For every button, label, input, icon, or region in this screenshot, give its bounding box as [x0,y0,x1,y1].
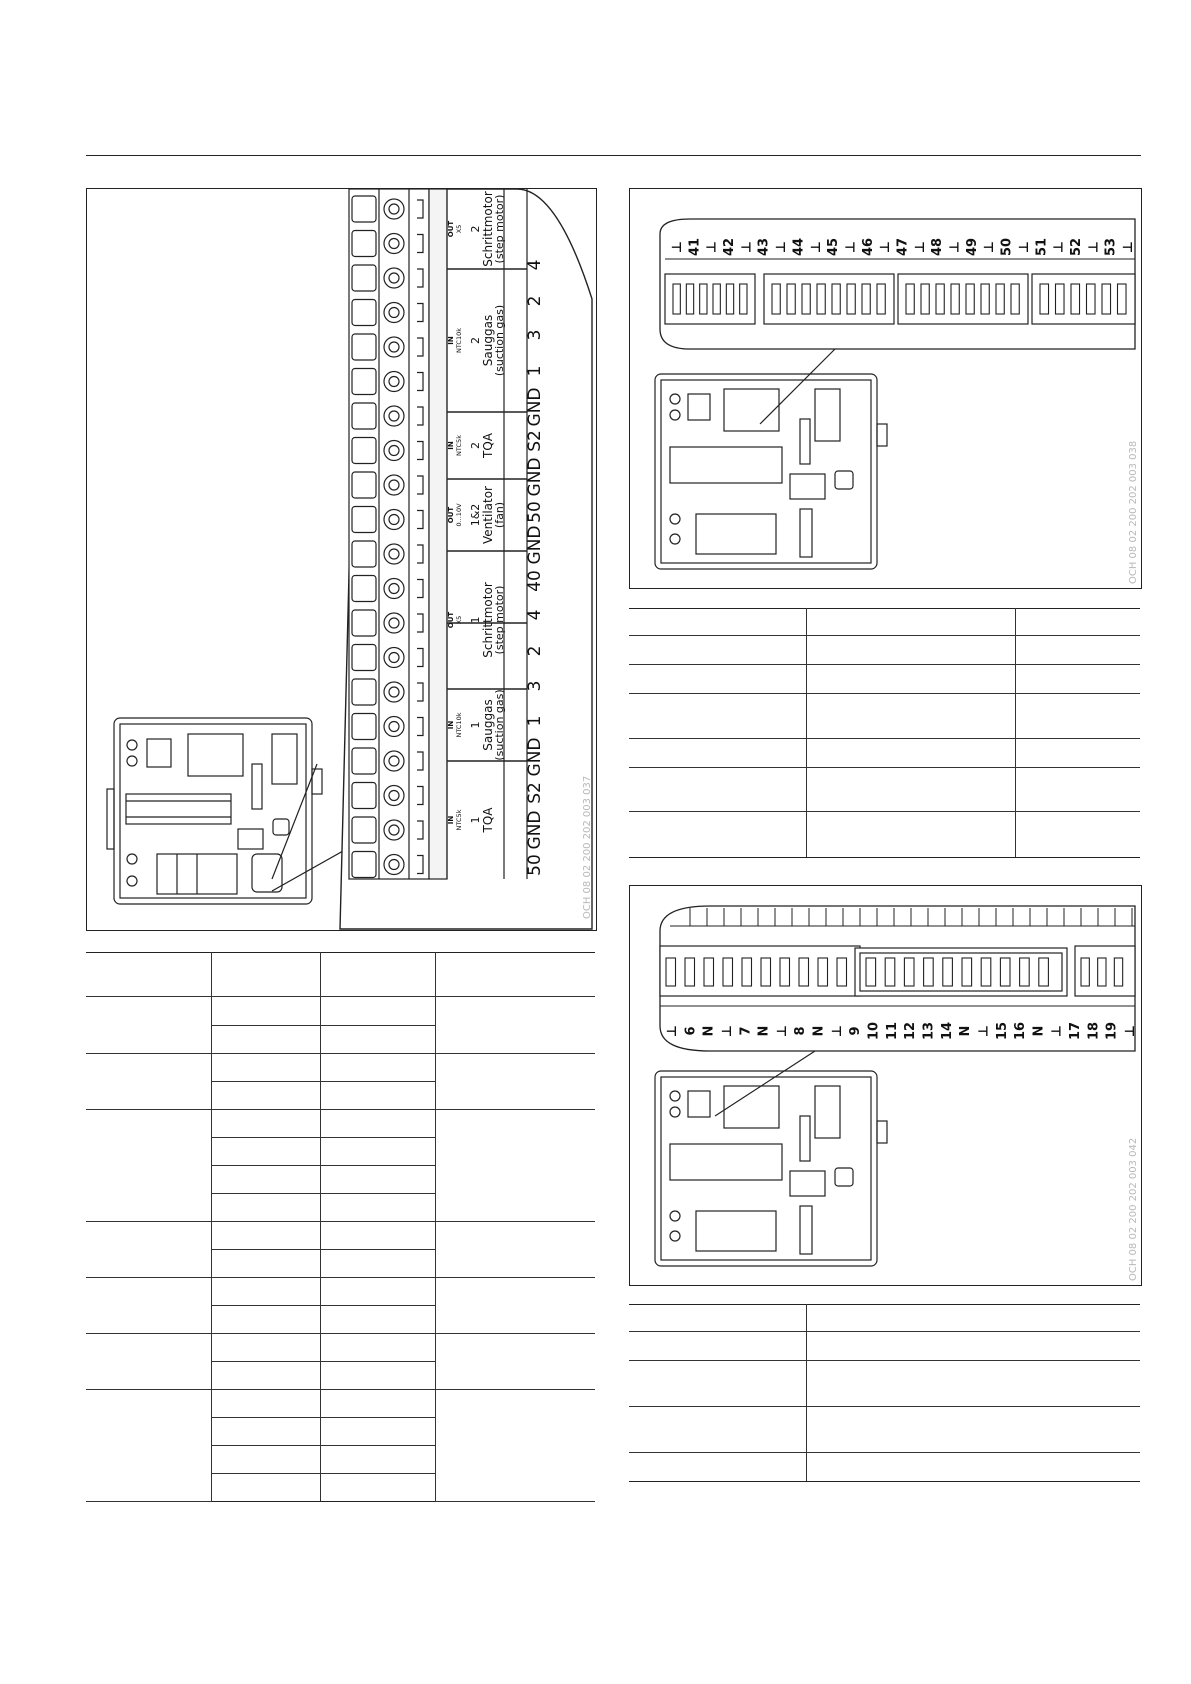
terminal-label: 14 [939,1021,955,1041]
index-label: 1 [469,721,482,729]
type-label: 0...10V [455,503,463,527]
sub-label: (step motor) [493,194,506,264]
sub-label: (step motor) [493,585,506,655]
terminal-number: S2 [525,782,545,804]
terminal-number: 3 [525,329,545,341]
figure2-ref: OCH 08 02 200 202 003 038 [1128,440,1139,584]
terminal-number: 4 [525,609,545,621]
terminal-label: 16 [1013,1021,1029,1041]
terminal-number: 40 [525,570,545,592]
controller-overview-icon [655,349,887,569]
terminal-number: GND [525,387,545,427]
terminal-label: 19 [1104,1021,1120,1041]
terminal-number: S2 [525,430,545,452]
terminal-label: ⊥ [808,241,824,253]
io-label: OUT [447,506,455,524]
terminal-label: N [958,1025,974,1037]
io-label: IN [447,441,455,450]
terminal-number: 4 [525,259,545,271]
terminal-number: 50 [525,501,545,523]
terminal-label: 10 [866,1021,882,1041]
terminal-label: 7 [738,1026,754,1036]
name-label: Ventilator [481,486,495,544]
figure2-drawing [630,189,1141,588]
terminal-label: 18 [1086,1021,1102,1041]
index-label: 2 [469,337,482,344]
figure2-table [629,608,1140,858]
terminal-label: 15 [994,1021,1010,1041]
header-rule [86,155,1141,156]
terminal-number: 1 [525,365,545,377]
type-label: X5 [455,615,463,625]
terminal-label: N [1031,1025,1047,1037]
sub-label: (fan) [493,501,506,529]
terminal-label: 41 [687,237,703,257]
terminal-label: ⊥ [947,241,963,253]
terminal-label: 50 [999,237,1015,257]
terminal-number: GND [525,525,545,565]
terminal-label: ⊥ [665,1025,680,1037]
index-label: 1 [469,616,482,624]
terminal-label: ⊥ [982,241,998,253]
sub-label: (suction gas) [493,689,506,761]
figure1-drawing [87,189,596,930]
figure-terminal-strip-sensors [86,188,597,931]
terminal-label: ⊥ [1123,1025,1138,1037]
terminal-label: ⊥ [976,1025,992,1037]
figure3-ref: OCH 08 02 200 202 003 042 [1128,1137,1139,1281]
terminal-label: ⊥ [1051,241,1067,253]
type-label: NTC5k [455,435,463,456]
index-label: 2 [469,225,482,233]
terminal-label: 17 [1068,1021,1084,1041]
terminal-label: 11 [884,1021,900,1041]
terminal-label: 8 [793,1026,809,1036]
terminal-label: ⊥ [843,241,859,253]
name-label: Schrittmotor [481,191,495,267]
figure1-table [86,952,595,1502]
terminal-label: ⊥ [739,241,755,253]
terminal-label: ⊥ [829,1025,845,1037]
terminal-label: ⊥ [1121,241,1136,253]
terminal-label: 48 [930,237,946,257]
terminal-label: ⊥ [912,241,928,253]
terminal-number: 50 [525,854,545,876]
io-label: OUT [447,220,455,238]
sub-label: (suction gas) [493,304,506,377]
terminal-label: 52 [1068,237,1084,257]
type-label: NTC5k [455,809,463,831]
name-label: Sauggas [481,699,495,751]
type-label: X5 [455,224,463,234]
figure3-table [629,1304,1140,1482]
terminal-number: 1 [525,715,545,727]
terminal-label: ⊥ [1016,241,1032,253]
type-label: NTC10k [455,327,463,354]
io-label: IN [447,336,455,345]
terminal-label: 46 [860,237,876,257]
terminal-label: 51 [1034,237,1050,257]
terminal-label: 43 [756,237,772,257]
terminal-label: 9 [848,1026,864,1036]
terminal-label: 45 [826,237,842,257]
terminal-label: ⊥ [774,241,790,253]
terminal-label: ⊥ [670,241,685,253]
terminal-label: 12 [903,1021,919,1041]
name-label: TQA [481,807,495,833]
terminal-label: ⊥ [1049,1025,1065,1037]
terminal-label: ⊥ [719,1025,735,1037]
terminal-label: N [701,1025,717,1037]
terminal-number: GND [525,457,545,497]
index-label: 2 [469,442,482,449]
terminal-number: GND [525,737,545,777]
terminal-number: 2 [525,295,545,307]
terminal-label: 47 [895,237,911,257]
name-label: Sauggas [481,314,495,367]
terminal-callout [340,189,592,929]
index-label: 1 [469,816,482,824]
name-label: TQA [481,433,495,458]
figure3-drawing [630,886,1141,1285]
terminal-label: 53 [1103,237,1119,257]
terminal-label: ⊥ [704,241,720,253]
terminal-label: ⊥ [1086,241,1102,253]
figure1-ref: OCH 08 02 200 202 003 037 [582,775,593,919]
index-label: 1&2 [469,503,482,527]
terminal-label: ⊥ [878,241,894,253]
figure-terminal-strip-6-19 [629,885,1142,1286]
terminal-number: 2 [525,645,545,657]
terminal-label: N [756,1025,772,1037]
io-label: IN [447,720,455,730]
io-label: IN [447,815,455,825]
terminal-label: ⊥ [774,1025,790,1037]
name-label: Schrittmotor [481,582,495,658]
terminal-label: 44 [791,237,807,257]
terminal-label: 49 [964,237,980,257]
terminal-number: 3 [525,680,545,692]
figure-terminal-strip-41-53 [629,188,1142,589]
terminal-label: 42 [722,237,738,257]
controller-overview-icon [655,1051,887,1266]
terminal-number: GND [525,810,545,850]
type-label: NTC10k [455,712,463,738]
terminal-label: N [811,1025,827,1037]
terminal-label: 13 [921,1021,937,1041]
terminal-label: 6 [683,1026,699,1036]
io-label: OUT [447,611,455,629]
